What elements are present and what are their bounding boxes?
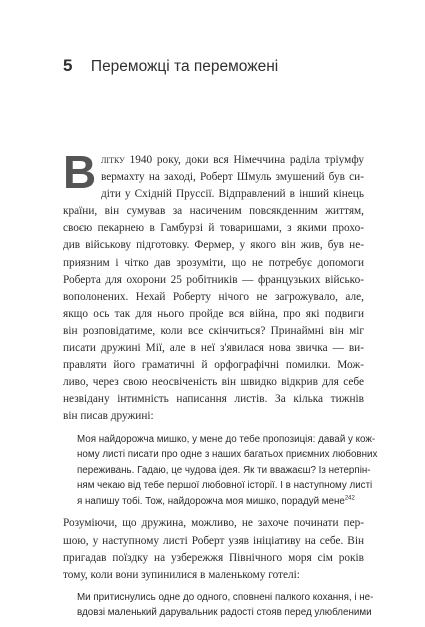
paragraph-line: пригадав поїздку на узбережжя Північного моря сім років: [63, 551, 364, 564]
paragraph-line: якщо ось так для нього пройде вся війна, про які подвиги: [63, 307, 364, 320]
chapter-number: 5: [63, 56, 73, 75]
letter-quote-2: [77, 590, 374, 621]
quote-line-text: я напишу тобі. Тож, найдорожча моя мишко, порадуй мене: [77, 495, 345, 507]
paragraph-line: правляти його граматичні й орфографічні помилки. Мож-: [63, 359, 364, 372]
quote-line: Ми притиснулись одне до одного, сповнені палкого кохання, і не-: [77, 591, 374, 603]
quote-line: [77, 494, 364, 510]
quote-line: Моя найдорожча мишко, у мене до тебе пропозиція: давай у кож-: [77, 433, 376, 445]
paragraph-line: писати дружині Мії, але в неї з'явилася нова звичка — ви-: [63, 342, 364, 355]
paragraph-line: діти у Східній Пруссії. Відправлений в інший кінець: [101, 188, 364, 201]
letter-quote-1: [77, 432, 378, 510]
first-word: літку: [101, 154, 125, 166]
quote-line: вдовзі маленький дарувальник радості стояв перед улюбленими: [77, 607, 372, 619]
paragraph-line: своєю пекарнею в Гамбурзі й товаришами, з якими прохо-: [63, 222, 364, 235]
paragraph-line: він писав дружині:: [63, 410, 154, 423]
paragraph-line: ливо, через свою неосвіченість він швидко відкрив для себе: [63, 376, 364, 389]
quote-line: ному листі писати про одне з наших багатьох приємних любовних: [77, 449, 378, 461]
paragraph-line: Розуміючи, що дружина, можливо, не захоче починати пер-: [63, 517, 364, 530]
paragraph-line: країни, він сумував за насиченим повсякденним життям,: [63, 205, 364, 218]
paragraph-line: незвідану інтимність написання листів. За кілька тижнів: [63, 393, 364, 406]
paragraph-line: приязним і чітко дав зрозуміти, що не потребує допомоги: [63, 256, 364, 269]
quote-line: переживань. Гадаю, це чудова ідея. Як ти вважаєш? Із нетерпін-: [77, 464, 371, 476]
paragraph-line: вополонених. Нехай Роберту нічого не загрожувало, але,: [63, 290, 364, 303]
opening-paragraph: [63, 146, 365, 426]
paragraph-line: див військову підготовку. Фермер, у якого він жив, був не-: [63, 239, 364, 252]
paragraph-2: [63, 515, 364, 583]
paragraph-line: вермахту на заході, Роберт Шмуль змушений був си-: [101, 171, 364, 184]
footnote-ref: 242: [344, 495, 355, 502]
drop-cap: В: [63, 146, 97, 198]
chapter-title: Переможці та переможені: [90, 58, 279, 75]
chapter-header: [63, 56, 278, 76]
paragraph-line: Роберта для охорони 25 робітників — французьких військо-: [63, 273, 364, 286]
body-text: [63, 146, 378, 627]
paragraph-line: тому, коли вони зупинилися в маленькому готелі:: [63, 568, 300, 581]
quote-line: ням чекаю від тебе першої любовної історії. І в наступному листі: [77, 480, 373, 492]
paragraph-line: він розповідатиме, коли все скінчиться? Принаймні він міг: [63, 324, 364, 337]
paragraph-line: [63, 152, 364, 169]
paragraph-line-text: 1940 року, доки вся Німеччина раділа тріумфу: [129, 154, 365, 166]
paragraph-line: шою, у наступному листі Роберт узяв ініціативу на себе. Він: [63, 534, 364, 547]
